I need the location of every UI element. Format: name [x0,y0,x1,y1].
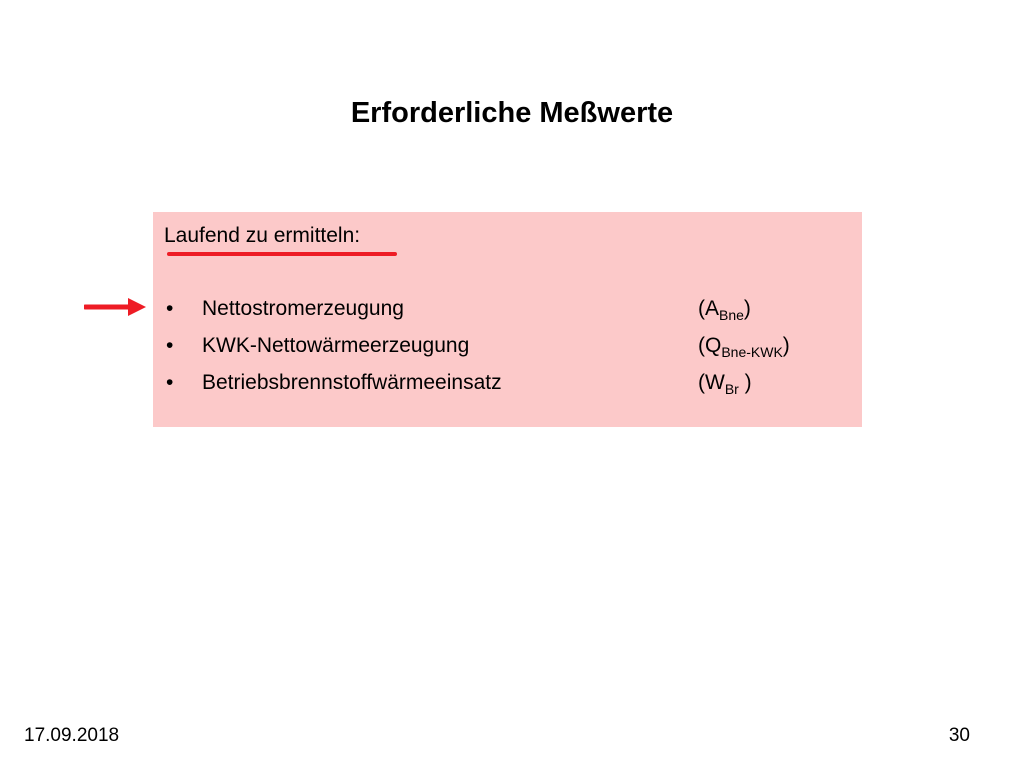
box-heading: Laufend zu ermitteln: [164,224,361,247]
measurement-list [153,296,862,407]
right-arrow-icon [84,297,148,317]
slide-title: Erforderliche Meßwerte [350,97,674,129]
measurement-box [153,212,862,427]
list-item [153,333,862,370]
measurement-label: Nettostromerzeugung [202,297,404,320]
list-item [153,296,862,333]
bullet-icon: • [166,297,174,320]
measurement-label: Betriebsbrennstoffwärmeeinsatz [202,371,502,394]
measurement-symbol: $(Q_{Bne-KWK})$ [698,334,790,360]
bullet-icon: • [166,371,174,394]
measurement-symbol: ($W_{Br}$ ) [698,371,752,397]
measurement-label: KWK-Nettowärmeerzeugung [202,334,470,357]
arrow-head [128,298,146,316]
page-number: 30 [948,725,970,746]
measurement-symbol: $(A_{Bne})$ [698,297,751,323]
footer-date: 17.09.2018 [24,725,120,746]
bullet-icon: • [166,334,174,357]
heading-underline [167,252,397,256]
list-item [153,370,862,407]
